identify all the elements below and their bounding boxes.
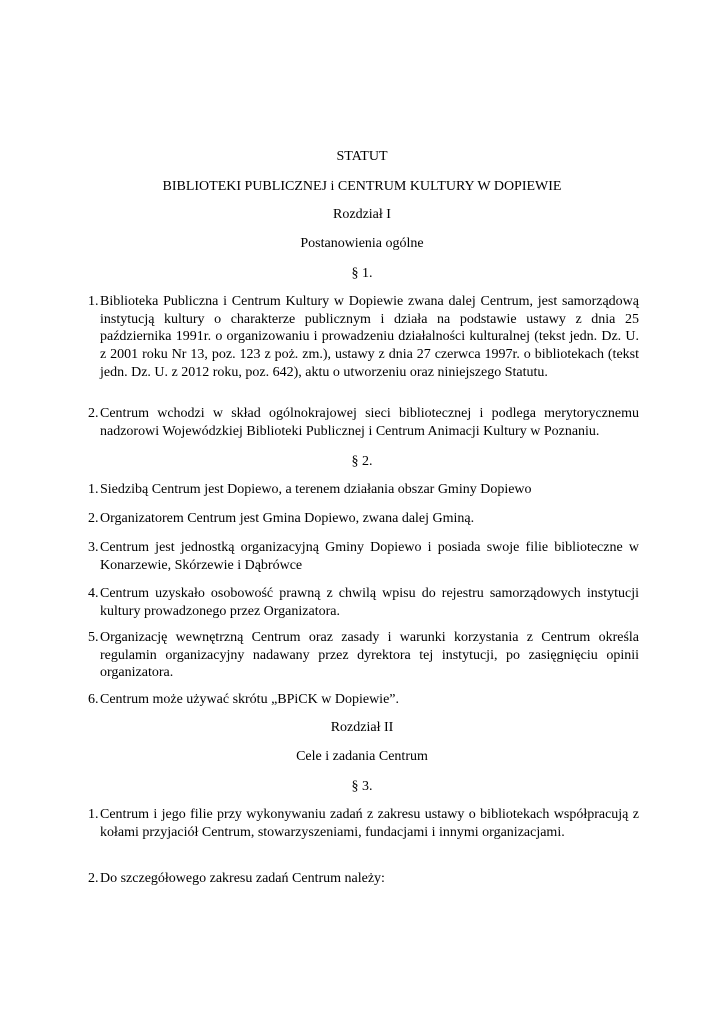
section-2-item-2 xyxy=(88,510,639,528)
item-text: Centrum i jego filie przy wykonywaniu zadań z zakresu ustawy o bibliotekach współpracują z kołami przyjaciół Centrum, stowarzyszeniami, fundacjami i innymi organizacjami. xyxy=(100,807,639,840)
section-2-item-6 xyxy=(88,691,639,709)
item-number: 1. xyxy=(88,482,99,497)
section-1-item-2 xyxy=(88,405,639,440)
section-2-item-5 xyxy=(88,629,639,682)
section-2-item-4 xyxy=(88,585,639,620)
section-2-mark: § 2. xyxy=(351,454,373,469)
item-text: Do szczegółowego zakresu zadań Centrum należy: xyxy=(100,871,385,886)
item-number: 5. xyxy=(88,630,99,645)
item-number: 2. xyxy=(88,511,99,526)
chapter-1-name: Postanowienia ogólne xyxy=(300,236,424,251)
chapter-2-name: Cele i zadania Centrum xyxy=(296,749,428,764)
item-text: Centrum może używać skrótu „BPiCK w Dopiewie”. xyxy=(100,692,399,707)
section-3-mark: § 3. xyxy=(351,779,373,794)
item-text: Centrum jest jednostką organizacyjną Gminy Dopiewo i posiada swoje filie biblioteczne w Konarzewie, Skórzewie i Dąbrówce xyxy=(100,540,639,573)
item-number: 1. xyxy=(88,294,99,309)
item-text: Centrum uzyskało osobowość prawną z chwilą wpisu do rejestru samorządowych instytucji kultury prowadzonego przez Organizatora. xyxy=(100,586,639,619)
section-3-item-1 xyxy=(88,806,639,841)
section-2-item-1 xyxy=(88,481,639,499)
item-number: 4. xyxy=(88,586,99,601)
document-title: STATUT xyxy=(336,149,388,164)
item-number: 2. xyxy=(88,406,99,421)
item-number: 1. xyxy=(88,807,99,822)
document-subtitle: BIBLIOTEKI PUBLICZNEJ i CENTRUM KULTURY W DOPIEWIE xyxy=(162,179,562,194)
item-number: 3. xyxy=(88,540,99,555)
section-1-mark: § 1. xyxy=(351,266,373,281)
chapter-2-heading: Rozdział II xyxy=(330,720,394,735)
item-number: 2. xyxy=(88,871,99,886)
section-1-item-1 xyxy=(88,293,639,382)
item-text: Siedzibą Centrum jest Dopiewo, a terenem działania obszar Gminy Dopiewo xyxy=(100,482,532,497)
item-text: Centrum wchodzi w skład ogólnokrajowej sieci bibliotecznej i podlega merytorycznemu nadzorowi Wojewódzkiej Biblioteki Publicznej i Centrum Animacji Kultury w Poznaniu. xyxy=(100,406,639,439)
section-3-item-2 xyxy=(88,870,639,888)
section-2-item-3 xyxy=(88,539,639,574)
item-number: 6. xyxy=(88,692,99,707)
item-text: Biblioteka Publiczna i Centrum Kultury w Dopiewie zwana dalej Centrum, jest samorządową instytucją kultury o charakterze publicznym i działa na podstawie ustawy z dnia 25 października 1991r. o organizowaniu i prowadzeniu działalności kulturalnej (tekst jedn. Dz. U. z 2001 roku Nr 13, poz. 123 z poż. zm.), ustawy z dnia 27 czerwca 1997r. o bibliotekach (tekst jedn. Dz. U. z 2012 roku, poz. 642), aktu o utworzeniu oraz niniejszego Statutu. xyxy=(100,294,639,380)
item-text: Organizatorem Centrum jest Gmina Dopiewo, zwana dalej Gminą. xyxy=(100,511,475,526)
item-text: Organizację wewnętrzną Centrum oraz zasady i warunki korzystania z Centrum określa regulamin organizacyjny nadawany przez dyrektora tej instytucji, po zasięgnięciu opinii organizatora. xyxy=(100,630,639,681)
chapter-1-heading: Rozdział I xyxy=(333,207,391,222)
